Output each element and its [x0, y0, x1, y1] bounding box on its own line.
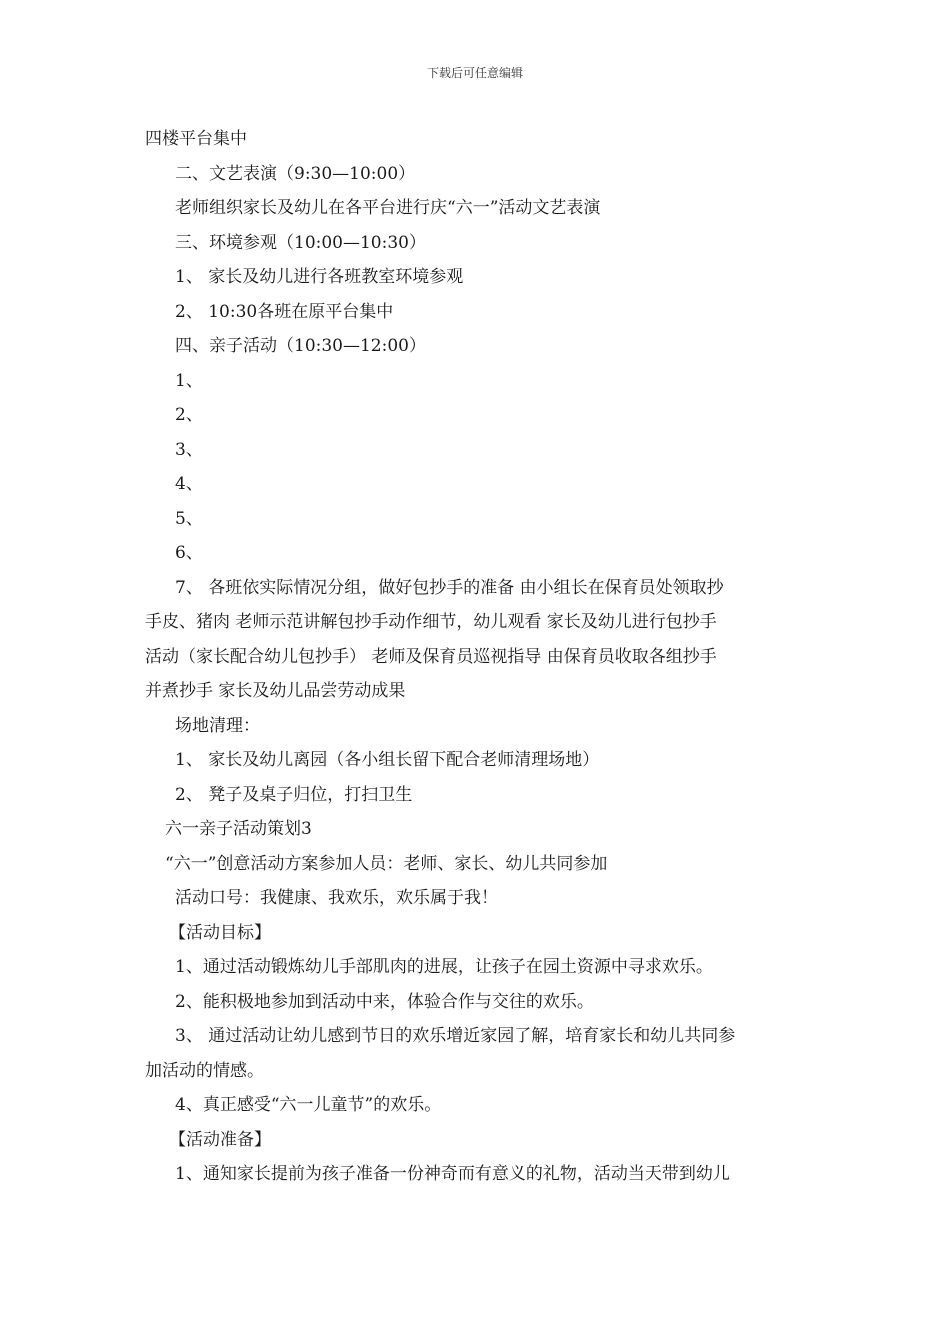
list-item: 1、 — [175, 370, 203, 391]
list-item: 5、 — [175, 508, 203, 529]
list-item: 4、 — [175, 474, 203, 494]
document-body — [145, 122, 815, 1192]
list-item: 3、 — [175, 439, 203, 460]
list-item: 6、 — [175, 543, 203, 563]
paragraph-line: 老师组织家长及幼儿在各平台进行庆“六一”活动文艺表演 — [175, 198, 601, 218]
list-item: 2、 凳子及桌子归位，打扫卫生 — [175, 784, 413, 805]
list-item: 3、 通过活动让幼儿感到节日的欢乐增近家园了解，培育家长和幼儿共同参 — [175, 1026, 736, 1046]
section-heading: 四、亲子活动（10:30—12:00） — [175, 336, 426, 356]
section-heading: 场地清理： — [175, 715, 260, 736]
section-title: 六一亲子活动策划3 — [165, 819, 312, 839]
paragraph-line: 加活动的情感。 — [145, 1060, 264, 1081]
section-heading: 【活动目标】 — [169, 922, 271, 943]
list-item: 7、 各班依实际情况分组，做好包抄手的准备 由小组长在保育员处领取抄 — [175, 577, 724, 598]
section-heading: 三、环境参观（10:00—10:30） — [175, 232, 426, 253]
list-item: 1、通过活动锻炼幼儿手部肌肉的进展，让孩子在园土资源中寻求欢乐。 — [175, 957, 713, 977]
section-heading: 【活动准备】 — [169, 1129, 271, 1150]
paragraph-line: 活动口号：我健康、我欢乐，欢乐属于我！ — [175, 888, 498, 908]
list-item: 1、通知家长提前为孩子准备一份神奇而有意义的礼物，活动当天带到幼儿 — [175, 1164, 730, 1184]
list-item: 4、真正感受“六一儿童节”的欢乐。 — [175, 1095, 442, 1115]
list-item: 2、 — [175, 405, 203, 425]
list-item: 1、 家长及幼儿离园（各小组长留下配合老师清理场地） — [175, 750, 600, 770]
list-item: 1、 家长及幼儿进行各班教室环境参观 — [175, 267, 464, 287]
paragraph-line: 活动（家长配合幼儿包抄手） 老师及保育员巡视指导 由保育员收取各组抄手 — [145, 646, 717, 667]
paragraph-line: 并煮抄手 家长及幼儿品尝劳动成果 — [145, 681, 406, 701]
section-heading: 二、文艺表演（9:30—10:00） — [175, 163, 416, 184]
paragraph-line: 四楼平台集中 — [145, 129, 247, 149]
list-item: 2、能积极地参加到活动中来，体验合作与交往的欢乐。 — [175, 991, 594, 1012]
paragraph-line: 手皮、猪肉 老师示范讲解包抄手动作细节，幼儿观看 家长及幼儿进行包抄手 — [145, 612, 717, 632]
paragraph-line: “六一”创意活动方案参加人员：老师、家长、幼儿共同参加 — [165, 853, 608, 874]
page-header: 下载后可任意编辑 — [426, 66, 523, 80]
list-item: 2、 10:30各班在原平台集中 — [175, 301, 394, 322]
